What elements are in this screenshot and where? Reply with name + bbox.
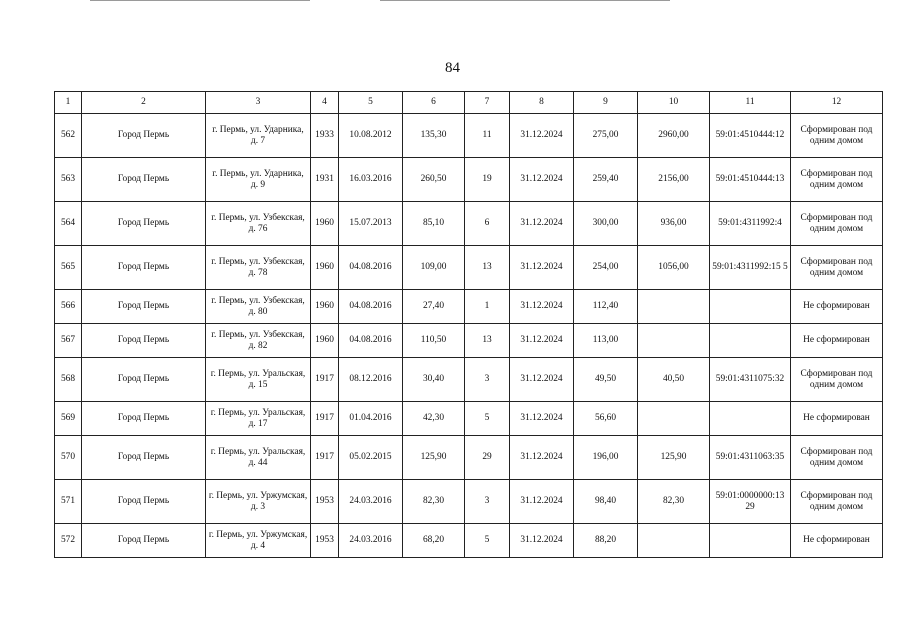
cadastral-number-cell: [710, 524, 791, 558]
city-cell: Город Пермь: [82, 358, 206, 402]
count-cell: 1: [465, 290, 510, 324]
date-cell: 08.12.2016: [339, 358, 403, 402]
address-cell: г. Пермь, ул. Уржумская, д. 4: [206, 524, 311, 558]
year-cell: 1960: [311, 246, 339, 290]
table-row: [55, 246, 883, 290]
value-col10-cell: 125,90: [638, 436, 710, 480]
count-cell: 3: [465, 480, 510, 524]
area-cell: 68,20: [403, 524, 465, 558]
planned-date-cell: 31.12.2024: [510, 436, 574, 480]
date-cell: 01.04.2016: [339, 402, 403, 436]
address-cell: г. Пермь, ул. Ударника, д. 7: [206, 114, 311, 158]
cadastral-number-cell: [710, 290, 791, 324]
row-number-cell: 568: [55, 358, 82, 402]
scan-edge-left: [90, 0, 310, 1]
table-row: [55, 202, 883, 246]
land-status-cell: Не сформирован: [791, 290, 883, 324]
year-cell: 1917: [311, 358, 339, 402]
area-cell: 110,50: [403, 324, 465, 358]
year-cell: 1917: [311, 436, 339, 480]
city-cell: Город Пермь: [82, 246, 206, 290]
count-cell: 5: [465, 524, 510, 558]
city-cell: Город Пермь: [82, 480, 206, 524]
table-row: [55, 324, 883, 358]
area-cell: 85,10: [403, 202, 465, 246]
column-header-10: 10: [638, 92, 710, 114]
city-cell: Город Пермь: [82, 290, 206, 324]
table-row: [55, 480, 883, 524]
year-cell: 1960: [311, 324, 339, 358]
planned-date-cell: 31.12.2024: [510, 202, 574, 246]
value-col9-cell: 112,40: [574, 290, 638, 324]
date-cell: 05.02.2015: [339, 436, 403, 480]
column-header-2: 2: [82, 92, 206, 114]
column-header-5: 5: [339, 92, 403, 114]
row-number-cell: 565: [55, 246, 82, 290]
table-row: [55, 402, 883, 436]
value-col9-cell: 56,60: [574, 402, 638, 436]
land-status-cell: Сформирован под одним домом: [791, 480, 883, 524]
value-col9-cell: 98,40: [574, 480, 638, 524]
value-col10-cell: 2156,00: [638, 158, 710, 202]
city-cell: Город Пермь: [82, 524, 206, 558]
city-cell: Город Пермь: [82, 114, 206, 158]
column-header-9: 9: [574, 92, 638, 114]
date-cell: 04.08.2016: [339, 324, 403, 358]
count-cell: 5: [465, 402, 510, 436]
cadastral-number-cell: 59:01:4311063:35: [710, 436, 791, 480]
value-col9-cell: 49,50: [574, 358, 638, 402]
value-col10-cell: [638, 290, 710, 324]
page-number: 84: [445, 60, 460, 76]
header-row: [55, 92, 883, 114]
date-cell: 16.03.2016: [339, 158, 403, 202]
planned-date-cell: 31.12.2024: [510, 158, 574, 202]
land-status-cell: Сформирован под одним домом: [791, 358, 883, 402]
count-cell: 13: [465, 324, 510, 358]
row-number-cell: 562: [55, 114, 82, 158]
table-row: [55, 524, 883, 558]
table-body: [55, 114, 883, 558]
table-row: [55, 436, 883, 480]
count-cell: 13: [465, 246, 510, 290]
column-header-6: 6: [403, 92, 465, 114]
year-cell: 1917: [311, 402, 339, 436]
planned-date-cell: 31.12.2024: [510, 402, 574, 436]
land-status-cell: Не сформирован: [791, 402, 883, 436]
land-status-cell: Сформирован под одним домом: [791, 202, 883, 246]
row-number-cell: 571: [55, 480, 82, 524]
area-cell: 109,00: [403, 246, 465, 290]
row-number-cell: 570: [55, 436, 82, 480]
column-header-4: 4: [311, 92, 339, 114]
land-status-cell: Не сформирован: [791, 524, 883, 558]
scan-edge-right: [380, 0, 670, 1]
cadastral-number-cell: [710, 402, 791, 436]
year-cell: 1960: [311, 202, 339, 246]
planned-date-cell: 31.12.2024: [510, 358, 574, 402]
row-number-cell: 563: [55, 158, 82, 202]
value-col10-cell: 2960,00: [638, 114, 710, 158]
address-cell: г. Пермь, ул. Уральская, д. 15: [206, 358, 311, 402]
planned-date-cell: 31.12.2024: [510, 480, 574, 524]
planned-date-cell: 31.12.2024: [510, 114, 574, 158]
value-col9-cell: 196,00: [574, 436, 638, 480]
address-cell: г. Пермь, ул. Узбекская, д. 82: [206, 324, 311, 358]
cadastral-number-cell: 59:01:4510444:12: [710, 114, 791, 158]
value-col10-cell: 936,00: [638, 202, 710, 246]
row-number-cell: 569: [55, 402, 82, 436]
year-cell: 1953: [311, 524, 339, 558]
count-cell: 29: [465, 436, 510, 480]
city-cell: Город Пермь: [82, 158, 206, 202]
value-col9-cell: 254,00: [574, 246, 638, 290]
cadastral-number-cell: 59:01:0000000:13 29: [710, 480, 791, 524]
value-col9-cell: 88,20: [574, 524, 638, 558]
count-cell: 19: [465, 158, 510, 202]
date-cell: 15.07.2013: [339, 202, 403, 246]
date-cell: 24.03.2016: [339, 480, 403, 524]
column-header-3: 3: [206, 92, 311, 114]
address-cell: г. Пермь, ул. Узбекская, д. 76: [206, 202, 311, 246]
year-cell: 1931: [311, 158, 339, 202]
land-status-cell: Сформирован под одним домом: [791, 114, 883, 158]
address-cell: г. Пермь, ул. Уральская, д. 44: [206, 436, 311, 480]
value-col10-cell: [638, 324, 710, 358]
address-cell: г. Пермь, ул. Уральская, д. 17: [206, 402, 311, 436]
cadastral-number-cell: 59:01:4311992:15 5: [710, 246, 791, 290]
value-col10-cell: [638, 524, 710, 558]
address-cell: г. Пермь, ул. Ударника, д. 9: [206, 158, 311, 202]
address-cell: г. Пермь, ул. Узбекская, д. 80: [206, 290, 311, 324]
year-cell: 1960: [311, 290, 339, 324]
land-status-cell: Сформирован под одним домом: [791, 436, 883, 480]
planned-date-cell: 31.12.2024: [510, 290, 574, 324]
value-col10-cell: [638, 402, 710, 436]
table-row: [55, 114, 883, 158]
city-cell: Город Пермь: [82, 436, 206, 480]
area-cell: 30,40: [403, 358, 465, 402]
value-col10-cell: 40,50: [638, 358, 710, 402]
address-cell: г. Пермь, ул. Уржумская, д. 3: [206, 480, 311, 524]
table-row: [55, 158, 883, 202]
area-cell: 27,40: [403, 290, 465, 324]
planned-date-cell: 31.12.2024: [510, 524, 574, 558]
year-cell: 1953: [311, 480, 339, 524]
column-header-12: 12: [791, 92, 883, 114]
column-header-1: 1: [55, 92, 82, 114]
date-cell: 24.03.2016: [339, 524, 403, 558]
area-cell: 125,90: [403, 436, 465, 480]
register-table: [54, 91, 883, 558]
column-header-8: 8: [510, 92, 574, 114]
row-number-cell: 567: [55, 324, 82, 358]
value-col10-cell: 1056,00: [638, 246, 710, 290]
cadastral-number-cell: 59:01:4311075:32: [710, 358, 791, 402]
count-cell: 6: [465, 202, 510, 246]
value-col9-cell: 275,00: [574, 114, 638, 158]
table-row: [55, 290, 883, 324]
land-status-cell: Сформирован под одним домом: [791, 246, 883, 290]
area-cell: 260,50: [403, 158, 465, 202]
date-cell: 04.08.2016: [339, 290, 403, 324]
column-header-7: 7: [465, 92, 510, 114]
count-cell: 3: [465, 358, 510, 402]
value-col9-cell: 300,00: [574, 202, 638, 246]
date-cell: 04.08.2016: [339, 246, 403, 290]
row-number-cell: 566: [55, 290, 82, 324]
area-cell: 135,30: [403, 114, 465, 158]
cadastral-number-cell: 59:01:4311992:4: [710, 202, 791, 246]
area-cell: 42,30: [403, 402, 465, 436]
city-cell: Город Пермь: [82, 324, 206, 358]
city-cell: Город Пермь: [82, 402, 206, 436]
address-cell: г. Пермь, ул. Узбекская, д. 78: [206, 246, 311, 290]
planned-date-cell: 31.12.2024: [510, 324, 574, 358]
row-number-cell: 572: [55, 524, 82, 558]
land-status-cell: Сформирован под одним домом: [791, 158, 883, 202]
value-col9-cell: 259,40: [574, 158, 638, 202]
row-number-cell: 564: [55, 202, 82, 246]
date-cell: 10.08.2012: [339, 114, 403, 158]
city-cell: Город Пермь: [82, 202, 206, 246]
table-row: [55, 358, 883, 402]
cadastral-number-cell: 59:01:4510444:13: [710, 158, 791, 202]
area-cell: 82,30: [403, 480, 465, 524]
value-col9-cell: 113,00: [574, 324, 638, 358]
land-status-cell: Не сформирован: [791, 324, 883, 358]
year-cell: 1933: [311, 114, 339, 158]
cadastral-number-cell: [710, 324, 791, 358]
planned-date-cell: 31.12.2024: [510, 246, 574, 290]
value-col10-cell: 82,30: [638, 480, 710, 524]
count-cell: 11: [465, 114, 510, 158]
column-header-11: 11: [710, 92, 791, 114]
